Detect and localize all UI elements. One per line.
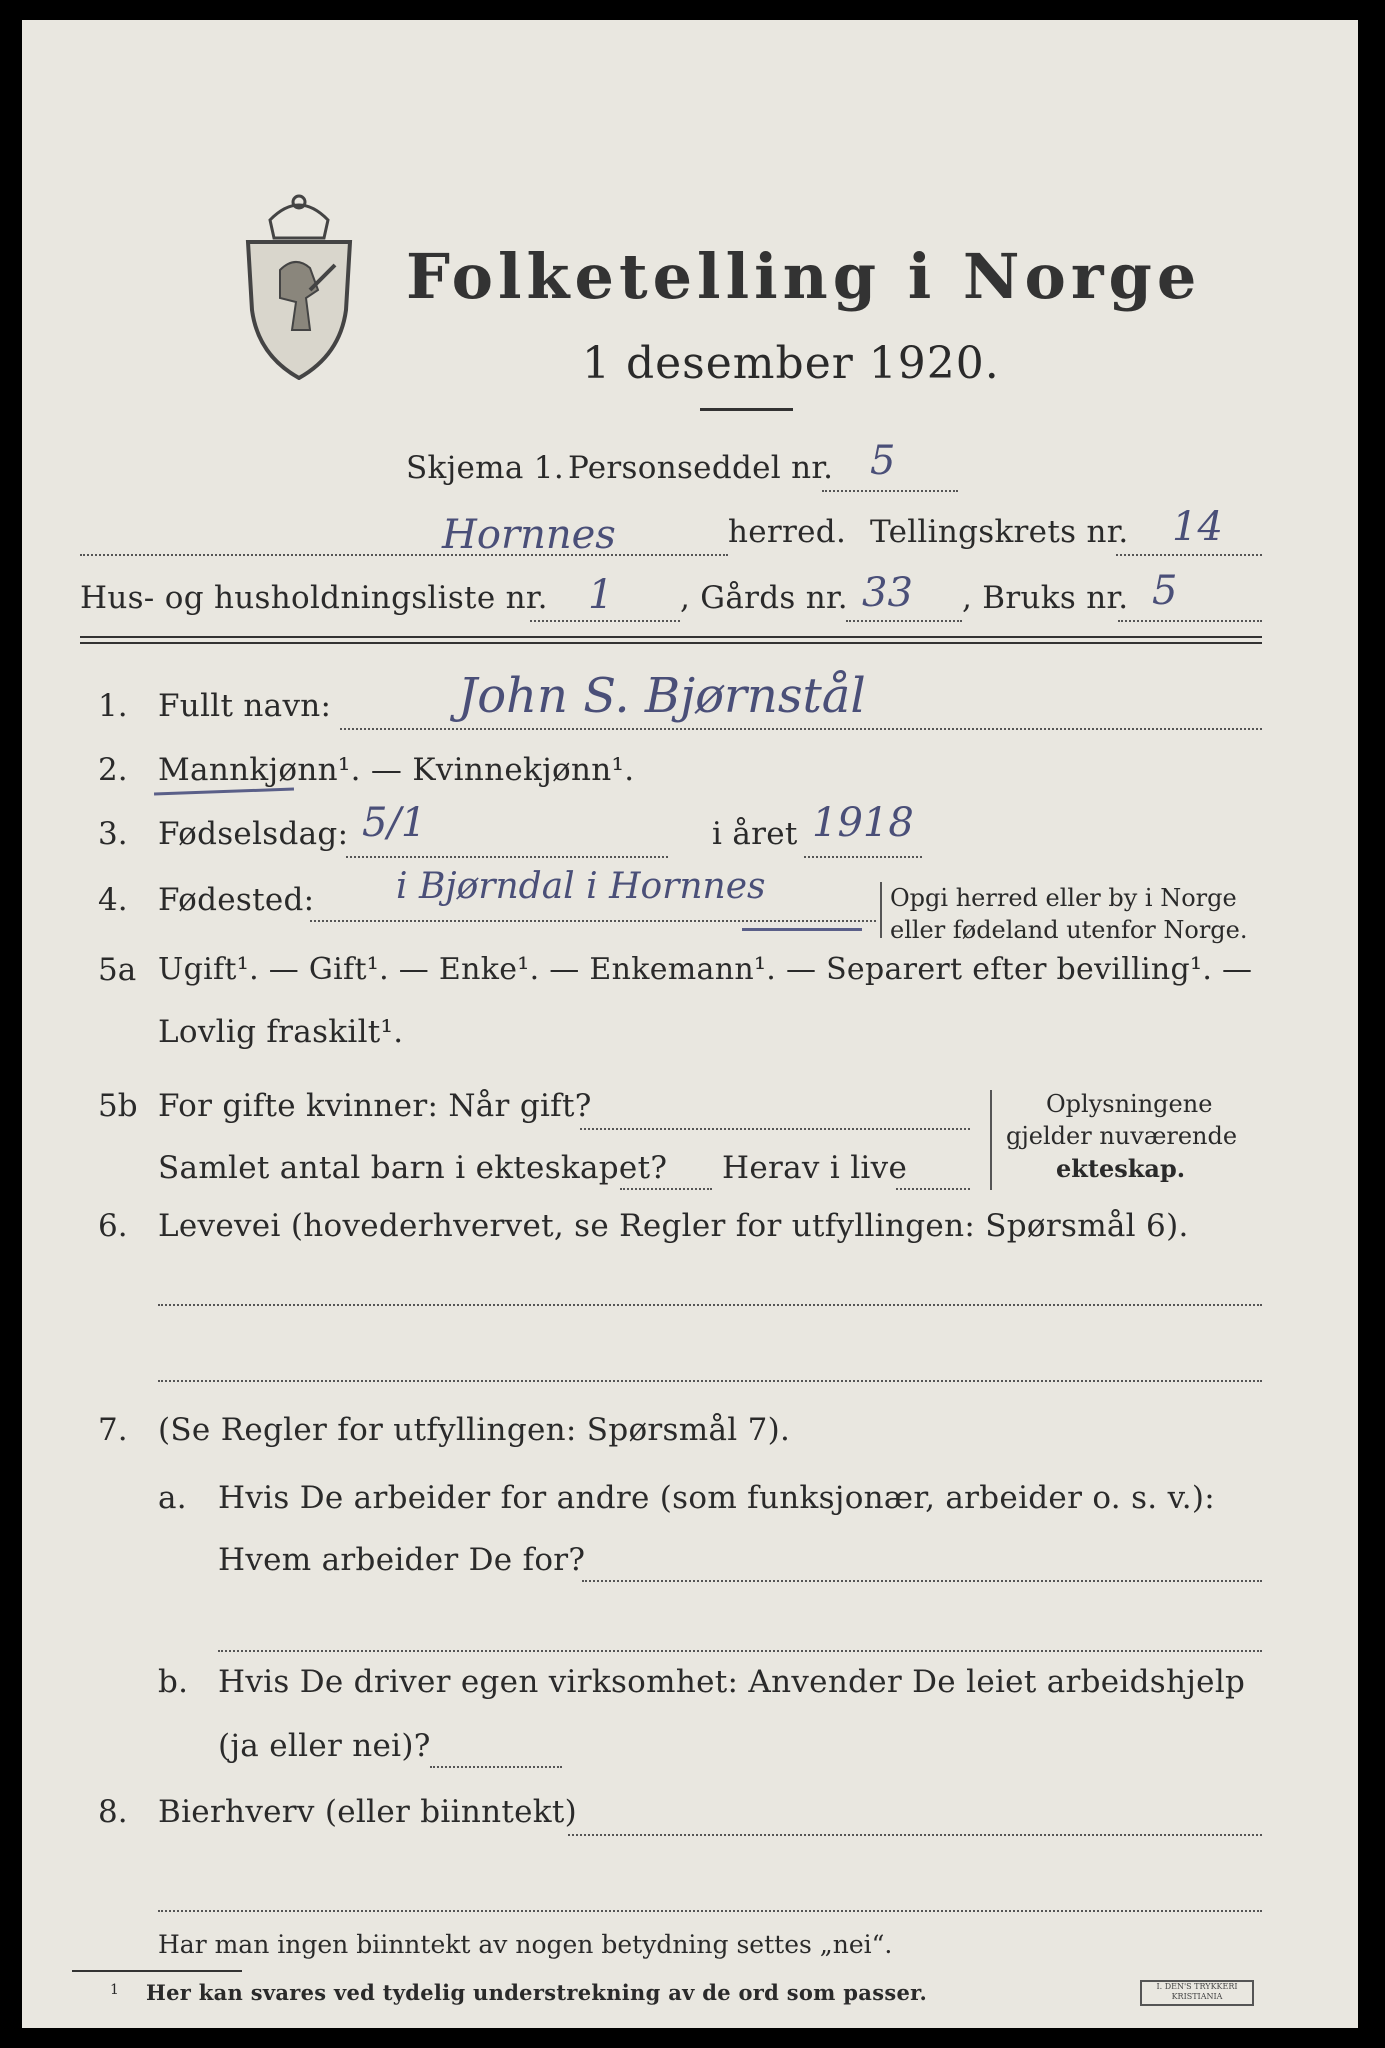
printer-stamp <box>1140 1980 1254 2006</box>
personseddel-number: 5 <box>870 438 896 484</box>
gards-number: 33 <box>862 570 913 616</box>
q7b-line2: (ja eller nei)? <box>218 1728 431 1764</box>
marital-status-divorced: Lovlig fraskilt¹. <box>158 1014 404 1050</box>
birthplace-note-1: Opgi herred eller by i Norge <box>890 884 1237 912</box>
question-number: 2. <box>98 752 128 788</box>
q7b-line1: Hvis De driver egen virksomhet: Anvender De leiet arbeidshjelp <box>218 1664 1246 1700</box>
year-label: i året <box>712 816 798 852</box>
question-number: 8. <box>98 1794 128 1830</box>
skjema-label: Skjema 1. <box>406 450 564 486</box>
q2-sex-options: Mannkjønn¹. — Kvinnekjønn¹. <box>158 752 635 788</box>
full-name: John S. Bjørnstål <box>458 668 866 724</box>
census-form <box>22 20 1358 2028</box>
coat-of-arms-icon <box>240 180 358 380</box>
question-number: 5b <box>98 1088 138 1124</box>
q7-label: (Se Regler for utfyllingen: Spørsmål 7). <box>158 1412 791 1448</box>
q5b-alive-label: Herav i live <box>722 1150 908 1186</box>
q5b-married-when: For gifte kvinner: Når gift? <box>158 1088 592 1124</box>
q7a-line1: Hvis De arbeider for andre (som funksjonær, arbeider o. s. v.): <box>218 1480 1216 1516</box>
q7a-line2: Hvem arbeider De for? <box>218 1542 586 1578</box>
header-rule-top <box>80 636 1262 638</box>
title-rule <box>700 408 793 411</box>
q1-label: Fullt navn: <box>158 688 332 724</box>
census-date: 1 desember 1920. <box>582 338 1000 389</box>
question-number: 3. <box>98 816 128 852</box>
q7a-letter: a. <box>158 1480 187 1516</box>
birthplace-note-2: eller fødeland utenfor Norge. <box>890 916 1248 944</box>
question-number: 7. <box>98 1412 128 1448</box>
bruks-label: , Bruks nr. <box>962 580 1129 616</box>
gards-label: , Gårds nr. <box>680 580 848 616</box>
birth-date: 5/1 <box>362 800 427 846</box>
q5b-children-total: Samlet antal barn i ekteskapet? <box>158 1150 668 1186</box>
personseddel-label: Personseddel nr. <box>568 450 834 486</box>
no-income-note: Har man ingen biinntekt av nogen betydning settes „nei“. <box>158 1930 893 1959</box>
question-number: 1. <box>98 688 128 724</box>
footnote-rule <box>72 1970 242 1972</box>
tellingskrets-number: 14 <box>1172 504 1223 550</box>
bruks-number: 5 <box>1152 568 1178 614</box>
stamp-line-2: KRISTIANIA <box>1171 1992 1223 2001</box>
q4-label: Fødested: <box>158 882 315 918</box>
herred-label: herred. <box>728 514 847 550</box>
question-number: 5a <box>98 952 137 988</box>
question-number: 6. <box>98 1208 128 1244</box>
form-title: Folketelling i Norge <box>406 240 1202 313</box>
birthplace-underline <box>742 928 862 931</box>
q6-label: Levevei (hovederhvervet, se Regler for utfyllingen: Spørsmål 6). <box>158 1208 1189 1244</box>
q3-label: Fødselsdag: <box>158 816 349 852</box>
marriage-note-3: ekteskap. <box>1056 1154 1186 1183</box>
question-number: 4. <box>98 882 128 918</box>
husliste-number: 1 <box>588 572 614 618</box>
mannkjonn-underline <box>154 788 294 796</box>
q7b-letter: b. <box>158 1664 189 1700</box>
marriage-note-1: Oplysningene <box>1046 1090 1213 1118</box>
marital-status-options: Ugift¹. — Gift¹. — Enke¹. — Enkemann¹. — Separert efter bevilling¹. — <box>158 952 1253 987</box>
husliste-label: Hus- og husholdningsliste nr. <box>80 580 548 616</box>
footnote-mark: 1 <box>110 1982 119 1998</box>
footnote-text: Her kan svares ved tydelig understrekning av de ord som passer. <box>146 1980 928 2005</box>
header-rule-bottom <box>80 642 1262 644</box>
herred-name: Hornnes <box>442 512 616 558</box>
tellingskrets-label: Tellingskrets nr. <box>870 514 1129 550</box>
marriage-note-2: gjelder nuværende <box>1006 1122 1238 1150</box>
q8-label: Bierhverv (eller biinntekt) <box>158 1794 578 1830</box>
stamp-line-1: I. DEN'S TRYKKERI <box>1156 1982 1238 1991</box>
birth-year: 1918 <box>812 800 914 846</box>
birthplace: i Bjørndal i Hornnes <box>396 866 766 907</box>
